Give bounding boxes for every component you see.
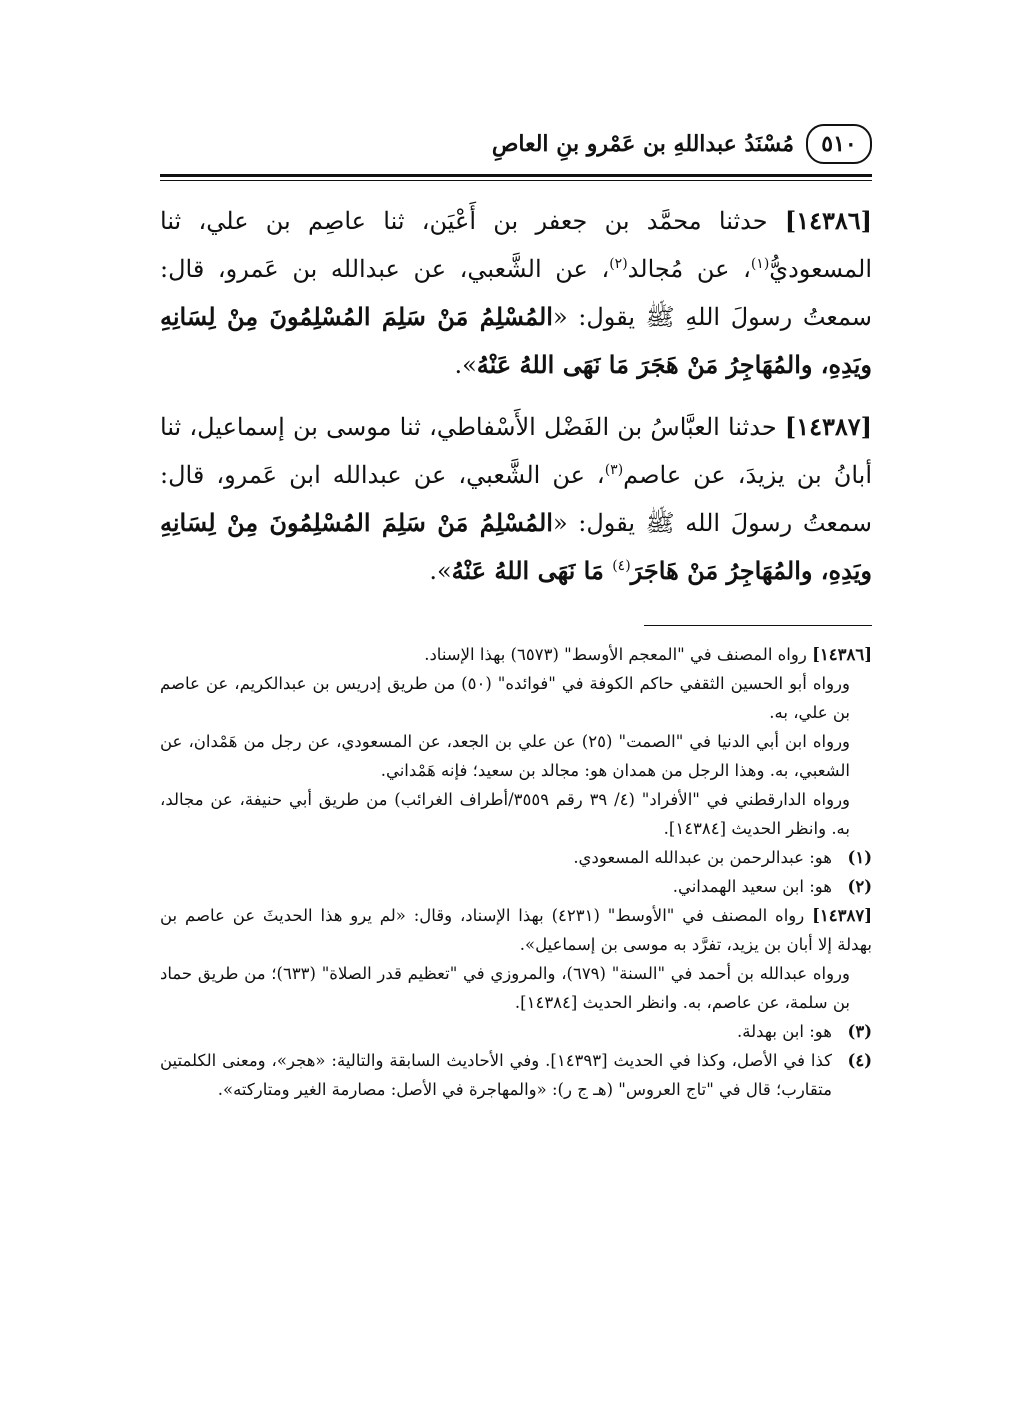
takhrij-text: رواه المصنف في "الأوسط" (٤٢٣١) بهذا الإسناد، وقال: «لم يرو هذا الحديثَ عن عاصم بن بهدلة إلا أبان بن يزيد، تفرَّد به موسى بن إسماعيل». — [160, 906, 872, 954]
takhrij-paragraph: ورواه أبو الحسين الثقفي حاكم الكوفة في "فوائده" (٥٠) من طريق إدريس بن عبدالكريم، عن عاصم بن علي، به. — [160, 674, 850, 722]
matn: المُسْلِمُ مَنْ سَلِمَ المُسْلِمُونَ مِنْ لِسَانِهِ ويَدِهِ، والمُهَاجِرُ مَنْ هَجَرَ مَا نَهَى اللهُ عَنْهُ — [160, 302, 872, 379]
isnad: ، عن الشَّعبي، عن عبدالله ابن عَمرو، قال: سمعتُ رسولَ الله ﷺ يقول: « — [160, 461, 872, 537]
hadith-14386 — [160, 197, 872, 389]
main-text — [160, 197, 872, 595]
takhrij-text: رواه المصنف في "المعجم الأوسط" (٦٥٧٣) بهذا الإسناد. — [424, 645, 813, 664]
footnote-4 — [160, 1046, 872, 1104]
footnote-2 — [160, 872, 872, 901]
takhrij-paragraph: ورواه الدارقطني في "الأفراد" (٤/ ٣٩ رقم ٣٥٥٩/أطراف الغرائب) من طريق أبي حنيفة، عن مجالد، به. وانظر الحديث [١٤٣٨٤]. — [160, 790, 851, 838]
takhrij-14387 — [160, 901, 872, 959]
footnote-label: (٣) — [847, 1022, 872, 1041]
takhrij-paragraph: ورواه ابن أبي الدنيا في "الصمت" (٢٥) عن علي بن الجعد، عن المسعودي، عن رجل من هَمْدان، عن الشعبي، به. وهذا الرجل من همدان هو: مجالد بن سعيد؛ فإنه هَمْداني. — [160, 732, 850, 780]
footnote-ref: (٣) — [604, 462, 624, 478]
isnad: حدثنا العبَّاسُ بن الفَضْل الأَسْفاطي، ثنا موسى بن إسماعيل، ثنا أبانُ بن يزيدَ، عن عاصم — [160, 413, 872, 489]
footnote-separator — [644, 625, 872, 626]
isnad: ، عن الشَّعبي، عن عبدالله بن عَمرو، قال: سمعتُ رسولَ اللهِ ﷺ يقول: « — [160, 255, 872, 331]
footnote-text: هو: ابن سعيد الهمداني. — [672, 877, 832, 896]
matn: المُسْلِمُ مَنْ سَلِمَ المُسْلِمُونَ مِنْ لِسَانِهِ ويَدِهِ، والمُهَاجِرُ مَنْ هَاجَرَ — [160, 508, 872, 585]
hadith-14387 — [160, 403, 872, 595]
hadith-number: [١٤٣٨٦] — [784, 206, 872, 235]
matn: مَا نَهَى اللهُ عَنْهُ — [451, 556, 613, 585]
footnote-text: هو: عبدالرحمن بن عبدالله المسعودي. — [573, 848, 832, 867]
running-title: مُسْنَدُ عبداللهِ بن عَمْرو بنِ العاصِ — [491, 131, 794, 157]
isnad: ، عن مُجالد — [627, 255, 751, 283]
quote-end: ». — [454, 351, 477, 379]
takhrij-number: [١٤٣٨٧] — [812, 906, 872, 925]
hadith-number: [١٤٣٨٧] — [784, 412, 872, 441]
header-rule-thick — [160, 174, 872, 177]
page-header — [160, 118, 872, 174]
footnote-3 — [160, 1017, 872, 1046]
takhrij-14386 — [160, 640, 872, 669]
footnote-text: كذا في الأصل، وكذا في الحديث [١٤٣٩٣]. وفي الأحاديث السابقة والتالية: «هجر»، ومعنى الكلمتين متقارب؛ قال في "تاج العروس" (هـ ج ر): «والمهاجرة في الأصل: مصارمة الغير ومتاركته». — [160, 1051, 832, 1099]
quote-end: ». — [429, 557, 452, 585]
book-page — [160, 118, 872, 1104]
isnad: حدثنا محمَّد بن جعفر بن أَعْيَن، ثنا عاصِم بن علي، ثنا المسعوديُّ — [160, 207, 872, 283]
footnote-ref: (١) — [750, 256, 770, 272]
footnote-ref: (٤) — [612, 558, 631, 574]
footnote-ref: (٢) — [609, 256, 628, 272]
footnote-1 — [160, 843, 872, 872]
footnote-label: (١) — [847, 848, 872, 867]
takhrij-paragraph: ورواه عبدالله بن أحمد في "السنة" (٦٧٩)، والمروزي في "تعظيم قدر الصلاة" (٦٣٣)؛ من طريق حماد بن سلمة، عن عاصم، به. وانظر الحديث [١٤٣٨٤]. — [160, 964, 850, 1012]
footnote-label: (٢) — [847, 877, 872, 896]
footnote-text: هو: ابن بهدلة. — [737, 1022, 832, 1041]
page-number: ٥١٠ — [806, 124, 872, 164]
footnotes — [160, 640, 872, 1104]
footnote-label: (٤) — [847, 1051, 872, 1070]
takhrij-number: [١٤٣٨٦] — [812, 645, 872, 664]
header-rule-thin — [160, 180, 872, 181]
